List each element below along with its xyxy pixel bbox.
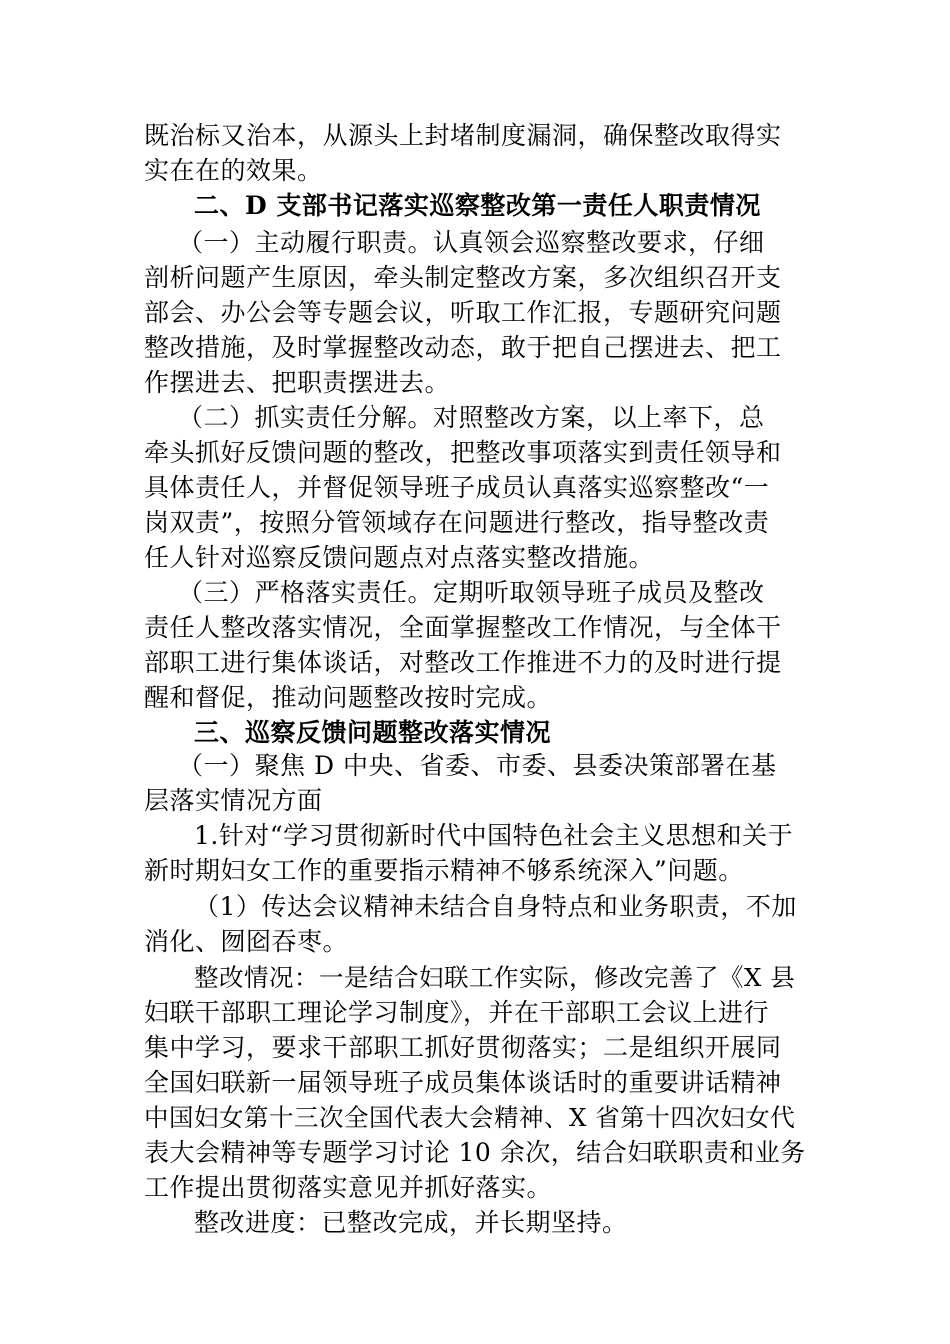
paragraph-line: 整改进度：已整改完成，并长期坚持。 <box>194 1208 628 1237</box>
paragraph-line: 全国妇联新一届领导班子成员集体谈话时的重要讲话精神 <box>144 1068 782 1097</box>
section-heading-2: 二、D 支部书记落实巡察整改第一责任人职责情况 <box>194 191 761 220</box>
paragraph-line: 集中学习，要求干部职工抓好贯彻落实；二是组织开展同 <box>144 1033 782 1062</box>
paragraph-line: 任人针对巡察反馈问题点对点落实整改措施。 <box>144 543 655 572</box>
paragraph-line: 妇联干部职工理论学习制度》，并在干部职工会议上进行 <box>144 998 770 1027</box>
paragraph-line: 新时期妇女工作的重要指示精神不够系统深入”问题。 <box>144 856 744 885</box>
paragraph-line: 醒和督促，推动问题整改按时完成。 <box>144 683 553 712</box>
paragraph-line: 层落实情况方面 <box>144 786 323 815</box>
paragraph-line: 实在在的效果。 <box>144 156 323 185</box>
paragraph-line: 既治标又治本，从源头上封堵制度漏洞，确保整改取得实 <box>144 121 782 150</box>
section-heading-3: 三、巡察反馈问题整改落实情况 <box>194 718 552 747</box>
paragraph-line: 中国妇女第十三次全国代表大会精神、X 省第十四次妇女代 <box>144 1103 796 1132</box>
paragraph-line: 表大会精神等专题学习讨论 10 余次，结合妇联职责和业务 <box>144 1138 806 1167</box>
paragraph-line: 整改措施，及时掌握整改动态，敢于把自己摆进去、把工 <box>144 333 782 362</box>
paragraph-line: 作摆进去、把职责摆进去。 <box>144 368 451 397</box>
paragraph-line: （一）聚焦 D 中央、省委、市委、县委决策部署在基 <box>178 751 777 780</box>
paragraph-line: 责任人整改落实情况，全面掌握整改工作情况，与全体干 <box>144 613 782 642</box>
paragraph-line: （一）主动履行职责。认真领会巡察整改要求，仔细 <box>178 228 765 257</box>
paragraph-line: 剖析问题产生原因，牵头制定整改方案，多次组织召开支 <box>144 263 782 292</box>
paragraph-line: 整改情况：一是结合妇联工作实际，修改完善了《X 县 <box>194 963 796 992</box>
paragraph-line: （1）传达会议精神未结合自身特点和业务职责，不加 <box>194 892 797 921</box>
paragraph-line: 牵头抓好反馈问题的整改，把整改事项落实到责任领导和 <box>144 438 782 467</box>
paragraph-line: 岗双责”，按照分管领域存在问题进行整改，指导整改责 <box>144 508 770 537</box>
paragraph-line: 部会、办公会等专题会议，听取工作汇报，专题研究问题 <box>144 298 782 327</box>
paragraph-line: 工作提出贯彻落实意见并抓好落实。 <box>144 1173 553 1202</box>
paragraph-line: 1.针对“学习贯彻新时代中国特色社会主义思想和关于 <box>194 821 794 850</box>
paragraph-line: 部职工进行集体谈话，对整改工作推进不力的及时进行提 <box>144 648 782 677</box>
paragraph-line: 消化、囫囵吞枣。 <box>144 927 349 956</box>
paragraph-line: （三）严格落实责任。定期听取领导班子成员及整改 <box>178 578 765 607</box>
paragraph-line: 具体责任人，并督促领导班子成员认真落实巡察整改“一 <box>144 473 770 502</box>
paragraph-line: （二）抓实责任分解。对照整改方案，以上率下，总 <box>178 403 765 432</box>
